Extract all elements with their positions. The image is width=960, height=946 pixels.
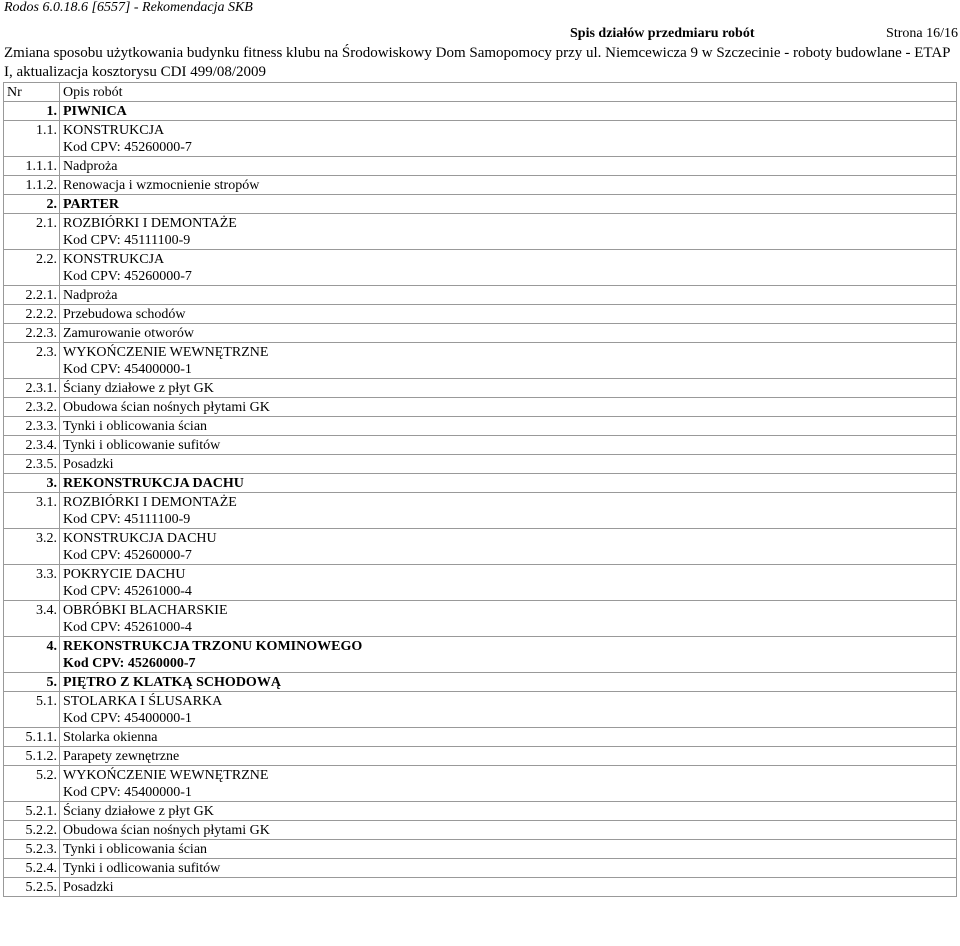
section-description-cell: [60, 692, 957, 728]
section-title: Zamurowanie otworów: [63, 326, 195, 341]
table-row: [4, 343, 957, 379]
section-title: Ściany działowe z płyt GK: [63, 381, 214, 396]
table-header-row: [4, 83, 957, 102]
table-row: [4, 821, 957, 840]
table-row: [4, 121, 957, 157]
section-description-cell: [60, 840, 957, 859]
table-row: [4, 176, 957, 195]
section-number: 3.3.: [4, 565, 60, 601]
section-title: Stolarka okienna: [63, 730, 158, 745]
section-number: 2.2.1.: [4, 286, 60, 305]
section-title: Parapety zewnętrzne: [63, 749, 180, 764]
cpv-code: Kod CPV: 45111100-9: [63, 512, 191, 527]
section-title: OBRÓBKI BLACHARSKIE: [63, 603, 228, 618]
table-row: [4, 673, 957, 692]
section-title: REKONSTRUKCJA TRZONU KOMINOWEGO: [63, 639, 363, 654]
section-title: ROZBIÓRKI I DEMONTAŻE: [63, 495, 237, 510]
section-title: Tynki i oblicowania ścian: [63, 842, 208, 857]
table-row: [4, 601, 957, 637]
section-title: Nadproża: [63, 159, 118, 174]
table-row: [4, 747, 957, 766]
cpv-code: Kod CPV: 45261000-4: [63, 584, 192, 599]
section-description-cell: [60, 673, 957, 692]
section-description-cell: [60, 102, 957, 121]
cpv-code: Kod CPV: 45261000-4: [63, 620, 192, 635]
column-header-nr: Nr: [4, 83, 60, 102]
cpv-code: Kod CPV: 45111100-9: [63, 233, 191, 248]
section-description-cell: [60, 250, 957, 286]
section-number: 2.2.2.: [4, 305, 60, 324]
table-row: [4, 305, 957, 324]
section-number: 1.1.2.: [4, 176, 60, 195]
section-number: 5.: [4, 673, 60, 692]
section-number: 5.1.2.: [4, 747, 60, 766]
table-row: [4, 250, 957, 286]
section-description-cell: [60, 455, 957, 474]
section-description-cell: [60, 286, 957, 305]
section-title: Tynki i oblicowanie sufitów: [63, 438, 221, 453]
section-number: 3.1.: [4, 493, 60, 529]
section-number: 1.1.: [4, 121, 60, 157]
section-description-cell: [60, 728, 957, 747]
section-number: 2.3.5.: [4, 455, 60, 474]
section-description-cell: [60, 747, 957, 766]
section-number: 4.: [4, 637, 60, 673]
table-row: [4, 455, 957, 474]
section-number: 3.: [4, 474, 60, 493]
section-description-cell: [60, 474, 957, 493]
table-row: [4, 565, 957, 601]
section-number: 5.2.5.: [4, 878, 60, 897]
section-description-cell: [60, 417, 957, 436]
section-number: 2.2.3.: [4, 324, 60, 343]
section-number: 5.1.1.: [4, 728, 60, 747]
section-title: Posadzki: [63, 457, 114, 472]
sections-table: [3, 82, 957, 897]
section-title: ROZBIÓRKI I DEMONTAŻE: [63, 216, 237, 231]
section-title: Tynki i odlicowania sufitów: [63, 861, 221, 876]
section-description-cell: [60, 859, 957, 878]
project-subtitle: Zmiana sposobu użytkowania budynku fitness klubu na Środowiskowy Dom Samopomocy przy ul. Niemcewicza 9 w Szczecinie - roboty budowlane - ETAP I, aktualizacja kosztorysu CDI 499/08/2009: [4, 45, 950, 80]
cpv-code: Kod CPV: 45400000-1: [63, 362, 192, 377]
section-description-cell: [60, 214, 957, 250]
section-title: POKRYCIE DACHU: [63, 567, 186, 582]
section-number: 1.: [4, 102, 60, 121]
table-row: [4, 286, 957, 305]
section-description-cell: [60, 802, 957, 821]
cpv-code: Kod CPV: 45400000-1: [63, 711, 192, 726]
section-number: 5.1.: [4, 692, 60, 728]
section-title: Posadzki: [63, 880, 114, 895]
app-title: Rodos 6.0.18.6 [6557] - Rekomendacja SKB: [4, 0, 253, 15]
cpv-code: Kod CPV: 45260000-7: [63, 269, 192, 284]
section-description-cell: [60, 176, 957, 195]
section-title: KONSTRUKCJA: [63, 123, 165, 138]
table-row: [4, 493, 957, 529]
table-row: [4, 766, 957, 802]
section-description-cell: [60, 493, 957, 529]
section-description-cell: [60, 195, 957, 214]
section-description-cell: [60, 766, 957, 802]
table-row: [4, 102, 957, 121]
cpv-code: Kod CPV: 45260000-7: [63, 548, 192, 563]
section-description-cell: [60, 821, 957, 840]
table-row: [4, 157, 957, 176]
section-title: KONSTRUKCJA: [63, 252, 165, 267]
section-title: Obudowa ścian nośnych płytami GK: [63, 400, 270, 415]
section-number: 5.2.3.: [4, 840, 60, 859]
table-row: [4, 878, 957, 897]
section-number: 3.2.: [4, 529, 60, 565]
section-description-cell: [60, 324, 957, 343]
table-row: [4, 398, 957, 417]
table-row: [4, 214, 957, 250]
page-number: Strona 16/16: [886, 26, 958, 41]
section-description-cell: [60, 565, 957, 601]
table-row: [4, 529, 957, 565]
section-description-cell: [60, 305, 957, 324]
section-description-cell: [60, 436, 957, 455]
section-title: PIĘTRO Z KLATKĄ SCHODOWĄ: [63, 675, 281, 690]
cpv-code: Kod CPV: 45260000-7: [63, 140, 192, 155]
table-row: [4, 728, 957, 747]
section-number: 5.2.4.: [4, 859, 60, 878]
cpv-code: Kod CPV: 45260000-7: [63, 656, 196, 671]
section-title: WYKOŃCZENIE WEWNĘTRZNE: [63, 768, 269, 783]
section-number: 2.3.3.: [4, 417, 60, 436]
section-description-cell: [60, 398, 957, 417]
section-description-cell: [60, 157, 957, 176]
section-title: PARTER: [63, 197, 120, 212]
section-description-cell: [60, 529, 957, 565]
section-title: STOLARKA I ŚLUSARKA: [63, 694, 223, 709]
table-row: [4, 802, 957, 821]
section-number: 3.4.: [4, 601, 60, 637]
section-number: 5.2.1.: [4, 802, 60, 821]
section-description-cell: [60, 637, 957, 673]
table-row: [4, 324, 957, 343]
section-title: Przebudowa schodów: [63, 307, 186, 322]
section-description-cell: [60, 121, 957, 157]
section-title: PIWNICA: [63, 104, 127, 119]
column-header-description: Opis robót: [60, 83, 957, 102]
document-title: Spis działów przedmiaru robót: [570, 26, 755, 41]
cpv-code: Kod CPV: 45400000-1: [63, 785, 192, 800]
section-number: 2.2.: [4, 250, 60, 286]
table-row: [4, 474, 957, 493]
table-row: [4, 195, 957, 214]
section-title: WYKOŃCZENIE WEWNĘTRZNE: [63, 345, 269, 360]
table-body: [4, 102, 957, 897]
section-number: 5.2.2.: [4, 821, 60, 840]
section-number: 5.2.: [4, 766, 60, 802]
section-number: 2.1.: [4, 214, 60, 250]
section-title: Renowacja i wzmocnienie stropów: [63, 178, 260, 193]
section-description-cell: [60, 343, 957, 379]
section-number: 2.3.: [4, 343, 60, 379]
table-row: [4, 692, 957, 728]
table-row: [4, 379, 957, 398]
section-number: 1.1.1.: [4, 157, 60, 176]
table-row: [4, 436, 957, 455]
table-row: [4, 637, 957, 673]
section-description-cell: [60, 601, 957, 637]
section-number: 2.3.4.: [4, 436, 60, 455]
section-description-cell: [60, 878, 957, 897]
section-number: 2.3.2.: [4, 398, 60, 417]
section-title: Tynki i oblicowania ścian: [63, 419, 208, 434]
table-row: [4, 417, 957, 436]
section-title: KONSTRUKCJA DACHU: [63, 531, 217, 546]
section-title: Obudowa ścian nośnych płytami GK: [63, 823, 270, 838]
section-title: REKONSTRUKCJA DACHU: [63, 476, 244, 491]
section-description-cell: [60, 379, 957, 398]
section-title: Nadproża: [63, 288, 118, 303]
table-row: [4, 859, 957, 878]
section-title: Ściany działowe z płyt GK: [63, 804, 214, 819]
section-number: 2.: [4, 195, 60, 214]
section-number: 2.3.1.: [4, 379, 60, 398]
table-row: [4, 840, 957, 859]
